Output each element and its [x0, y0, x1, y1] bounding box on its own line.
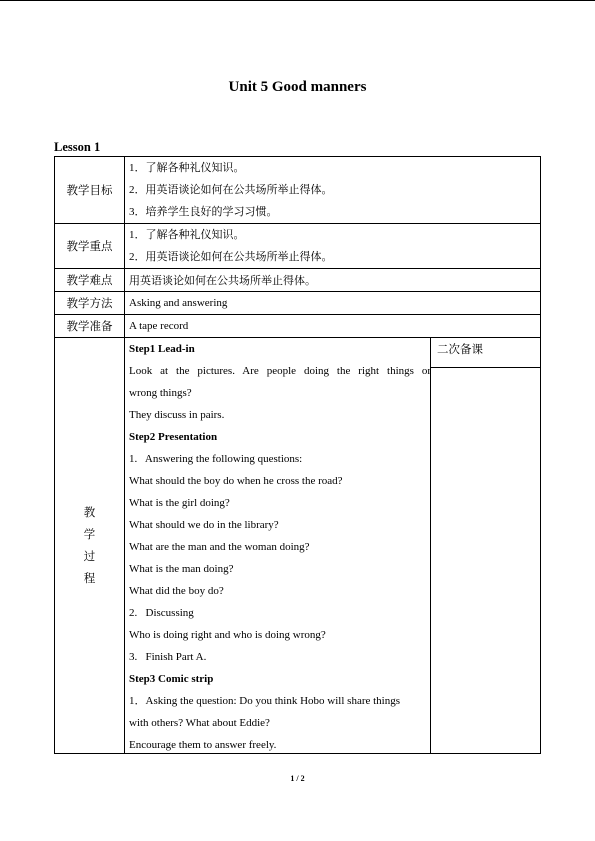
page-number: 1 / 2 [290, 774, 305, 783]
process-label-char: 学 [83, 528, 96, 541]
preparation-value: A tape record [129, 320, 189, 332]
preparation-label: 教学准备 [55, 315, 125, 337]
key-points-label: 教学重点 [55, 224, 125, 268]
step-heading: Step1 Lead-in [129, 343, 195, 355]
objective-item: 1．了解各种礼仪知识。 [129, 162, 245, 174]
process-line: Who is doing right and who is doing wrong? [129, 629, 326, 641]
process-label-char: 过 [83, 550, 96, 563]
objectives-label: 教学目标 [55, 157, 125, 223]
key-point-item: 1．了解各种礼仪知识。 [129, 229, 245, 241]
process-content [129, 338, 431, 756]
methods-label: 教学方法 [55, 292, 125, 314]
methods-value: Asking and answering [129, 297, 228, 309]
process-line: Look at the pictures. Are people doing the right things or [129, 365, 431, 377]
objectives-content [129, 157, 536, 223]
process-line: 2. Discussing [129, 607, 194, 619]
process-line: They discuss in pairs. [129, 409, 225, 421]
difficulties-label: 教学难点 [55, 269, 125, 291]
process-label-char: 程 [83, 572, 96, 585]
key-point-item: 2．用英语谈论如何在公共场所举止得体。 [129, 251, 333, 263]
difficulties-row [54, 268, 541, 292]
process-label-char: 教 [83, 506, 96, 519]
difficulties-value: 用英语谈论如何在公共场所举止得体。 [129, 275, 316, 287]
process-line: What did the boy do? [129, 585, 224, 597]
objective-item: 3．培养学生良好的学习习惯。 [129, 206, 278, 218]
secondary-prep-header: 二次备课 [431, 338, 540, 368]
process-line: Encourage them to answer freely. [129, 739, 277, 751]
page-top-rule [0, 0, 595, 1]
lesson-heading: Lesson 1 [54, 140, 101, 154]
process-line: with others? What about Eddie? [129, 717, 270, 729]
preparation-row [54, 314, 541, 338]
document-title: Unit 5 Good manners [228, 79, 367, 95]
process-line: 3. Finish Part A. [129, 651, 207, 663]
step-heading: Step2 Presentation [129, 431, 218, 443]
process-line: What should we do in the library? [129, 519, 279, 531]
objective-item: 2．用英语谈论如何在公共场所举止得体。 [129, 184, 333, 196]
process-line: 1．Asking the question: Do you think Hobo will share things [129, 695, 401, 707]
step-heading: Step3 Comic strip [129, 673, 214, 685]
methods-row [54, 291, 541, 315]
process-line: What should the boy do when he cross the road? [129, 475, 343, 487]
process-line: 1. Answering the following questions: [129, 453, 303, 465]
process-line: What is the girl doing? [129, 497, 230, 509]
process-line: What is the man doing? [129, 563, 234, 575]
process-label [55, 338, 125, 753]
process-line: What are the man and the woman doing? [129, 541, 310, 553]
process-row [54, 337, 541, 754]
objectives-row [54, 156, 541, 224]
process-line: wrong things? [129, 387, 192, 399]
key-points-content [129, 224, 536, 268]
secondary-prep-column [430, 338, 540, 753]
key-points-row [54, 223, 541, 269]
